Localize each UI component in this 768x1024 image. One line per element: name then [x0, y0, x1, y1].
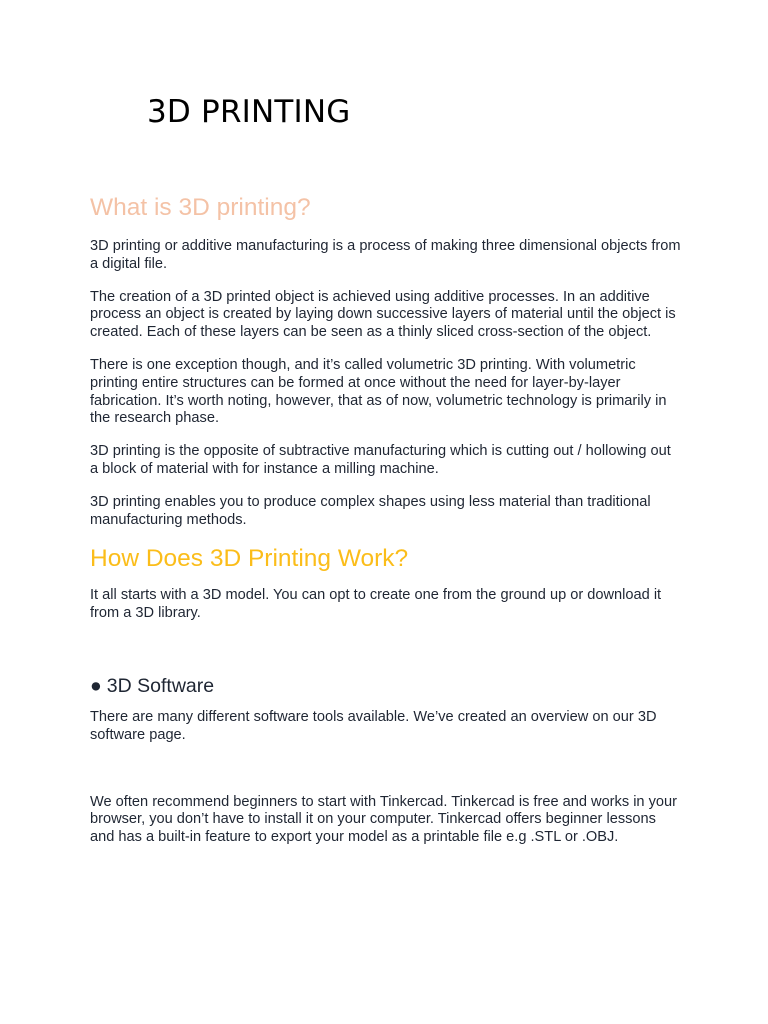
document-body: [90, 192, 682, 847]
paragraph-volumetric: There is one exception though, and it’s called volumetric 3D printing. With volumetric printing entire structures can be formed at once without the need for layer-by-layer fabrication. It’s worth noting, however, that as of now, volumetric technology is primarily in the research phase.: [90, 356, 667, 427]
paragraph-subtractive: 3D printing is the opposite of subtractive manufacturing which is cutting out / hollowing out a block of material with for instance a milling machine.: [90, 443, 671, 477]
paragraph-tinkercad: We often recommend beginners to start with Tinkercad. Tinkercad is free and works in your browser, you don’t have to install it on your computer. Tinkercad offers beginner lessons and has a built-in feature to export your model as a printable file e.g .STL or .OBJ.: [90, 793, 677, 846]
paragraph-complex-shapes: 3D printing enables you to produce complex shapes using less material than traditional manufacturing methods.: [90, 493, 651, 528]
section-heading-what-is: What is 3D printing?: [90, 194, 311, 221]
section-what-is-3d-printing: [90, 192, 682, 529]
paragraph-3d-model: It all starts with a 3D model. You can opt to create one from the ground up or download it from a 3D library.: [90, 587, 662, 622]
paragraph-additive-process: The creation of a 3D printed object is achieved using additive processes. In an additive process an object is created by laying down successive layers of material until the object is created. Each of these layers can be seen as a thinly sliced cross-section of the object.: [90, 288, 676, 341]
paragraph-software-tools: There are many different software tools available. We’ve created an overview on our 3D software page.: [90, 708, 657, 743]
subsection-heading-3d-software: [90, 673, 682, 699]
section-heading-how-does: How Does 3D Printing Work?: [90, 545, 409, 573]
subsection-heading-label: 3D Software: [106, 674, 215, 697]
document-title: 3D PRINTING: [147, 94, 351, 130]
paragraph-definition: 3D printing or additive manufacturing is a process of making three dimensional objects from a digital file.: [90, 238, 681, 272]
bullet-icon: ●: [90, 674, 102, 697]
section-how-does-it-work: [90, 543, 682, 847]
